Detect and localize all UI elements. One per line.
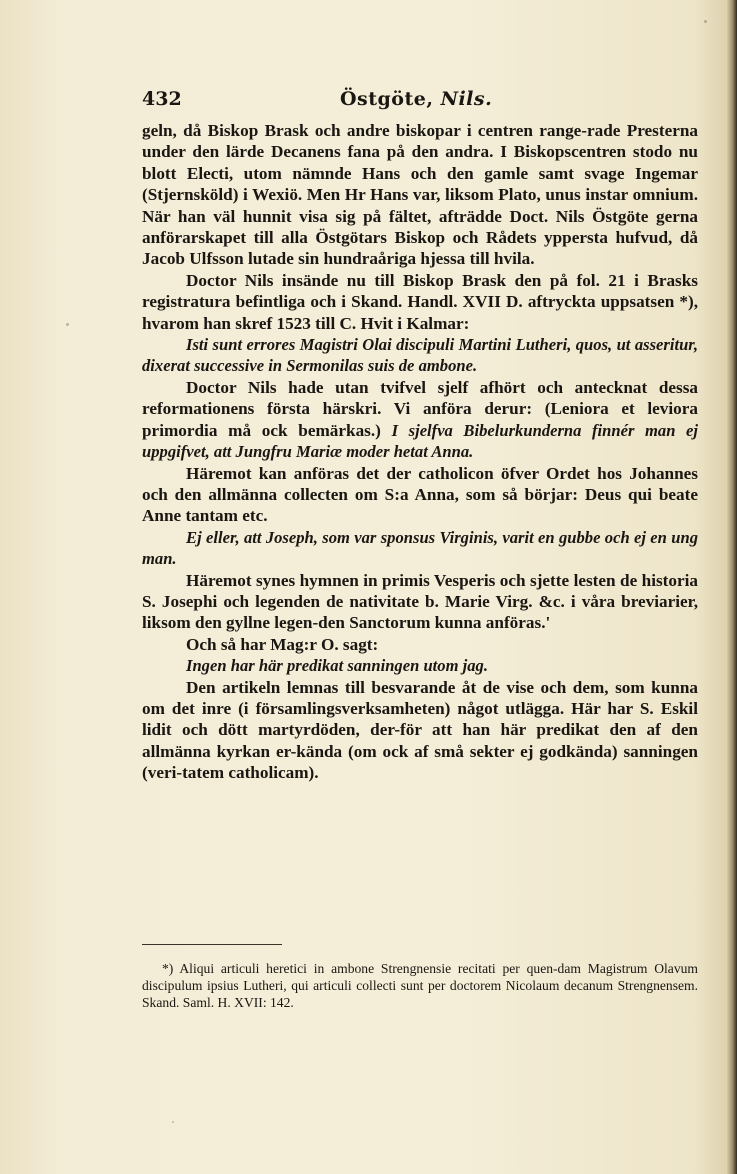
paper-spot xyxy=(66,323,69,326)
paragraph-p1 xyxy=(142,120,698,270)
text-segment: Doctor Nils hade utan tvifvel sjelf afhört och antecknat dessa reformationens första härskri. Vi anföra derur: (Leniora et leviora primordia må ock bemärkas.) xyxy=(142,377,698,440)
text-segment: Och så har Mag:r O. sagt: xyxy=(186,634,379,654)
page-edge-shadow xyxy=(727,0,737,1174)
italic-text: I sjelfva Bibelurkunderna finnér man ej uppgifvet, att Jungfru Mariæ moder hetat Anna. xyxy=(142,420,698,462)
running-header xyxy=(142,88,702,114)
running-title xyxy=(340,88,492,110)
text-segment: Häremot synes hymnen in primis Vesperis och sjette lesten de historia S. Josephi och legenden de nativitate b. Marie Virg. &c. i våra breviarier, liksom den gyllne legen-den Sanctorum kunna anföras.' xyxy=(142,570,698,633)
footnote-text: *) Aliqui articuli heretici in ambone Strengnensie recitati per quen-dam Magistrum Olavum discipulum ipsius Lutheri, qui articuli collecti sunt per doctorem Nicolaum decanum Strengnensem. Skand. Saml. H. XVII: 142. xyxy=(142,961,698,1011)
running-title-italic: Nils. xyxy=(440,88,493,110)
paper-spot xyxy=(704,20,707,23)
footnote xyxy=(142,960,698,1012)
page-number: 432 xyxy=(142,88,182,110)
italic-text: Isti sunt errores Magistri Olai discipuli Martini Lutheri, quos, ut asseritur, dixerat successive in Sermonilas suis de ambone. xyxy=(142,335,698,376)
text-segment: Den artikeln lemnas till besvarande åt de vise och dem, som kunna om det inre (i församlingsverksamheten) något utlägga. Här har S. Eskil lidit och dött martyrdöden, der-för att han här predikat den af den allmänna kyrkan er-kända (om ock af små sekter ej godkända) sanningen (veri-tatem catholicam). xyxy=(142,677,698,783)
italic-text: Ej eller, att Joseph, som var sponsus Virginis, varit en gubbe och ej en ung man. xyxy=(142,527,698,569)
text-segment: geln, då Biskop Brask och andre biskopar i centren range-rade Presterna under den lärde Decanens fana på den andra. I Biskopscentren stodo nu blott Electi, utom nämnde Hans och den gamle samt svage Ingemar (Stjernsköld) i Wexiö. Men Hr Hans var, liksom Plato, unus instar omnium. När han väl hunnit visa sig på fältet, afträdde Doct. Nils Östgöte gerna anförarskapet till alla Östgötars Biskop och Rådets yppersta hufvud, då Jacob Ulfsson lutade sin hundraåriga hjessa till hvila. xyxy=(142,121,698,269)
italic-text: Ingen har här predikat sanningen utom jag. xyxy=(186,656,489,676)
running-title-name: Östgöte, xyxy=(340,88,434,110)
main-text xyxy=(142,120,698,784)
paragraph-p10 xyxy=(142,677,698,784)
paper-spot xyxy=(172,1121,174,1123)
paragraph-p4 xyxy=(142,377,698,463)
paragraph-p7 xyxy=(142,570,698,634)
paragraph-p8 xyxy=(142,634,698,655)
footnote-divider xyxy=(142,944,282,945)
text-segment: Doctor Nils insände nu till Biskop Brask den på fol. 21 i Brasks registratura befintliga och i Skand. Handl. XVII D. aftryckta uppsatsen *), hvarom han skref 1523 till C. Hvit i Kalmar: xyxy=(142,270,698,333)
text-segment: Häremot kan anföras det der catholicon öfver Ordet hos Johannes och den allmänna collecten om S:a Anna, som så börjar: Deus qui beate Anne tantam etc. xyxy=(142,463,698,526)
paragraph-p5 xyxy=(142,463,698,527)
paragraph-p3 xyxy=(142,334,698,377)
paragraph-p9 xyxy=(142,655,698,676)
paragraph-p2 xyxy=(142,270,698,334)
paragraph-p6 xyxy=(142,527,698,570)
